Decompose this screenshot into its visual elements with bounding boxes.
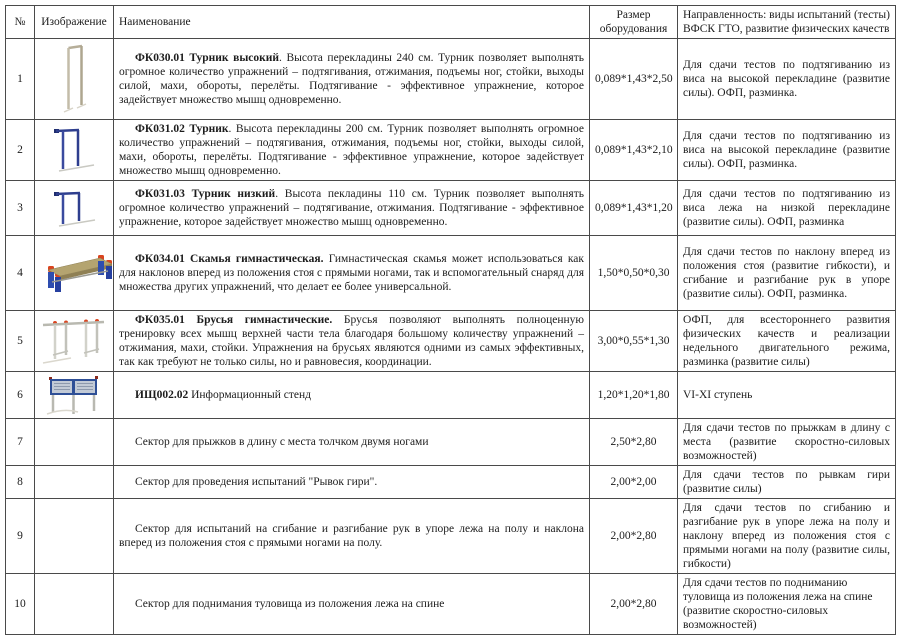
row-number: 9: [6, 499, 35, 574]
equipment-code: ФК035.01 Брусья гимнастические.: [135, 314, 333, 326]
direction-cell: Для сдачи тестов по рывкам гири (развитие силы): [678, 466, 896, 499]
equipment-image-cell: [35, 120, 114, 181]
table-row: [6, 120, 896, 181]
table-row: [6, 372, 896, 419]
equipment-size-cell: 0,089*1,43*2,10: [590, 120, 678, 181]
direction-cell: Для сдачи тестов по подниманию туловища из положения лежа на спине (развитие скоростно-силовых возможностей): [678, 574, 896, 635]
direction-cell: Для сдачи тестов по наклону вперед из положения стоя (развитие гибкости), и сгибание и разгибание рук в упоре (развитие силы). ОФП, разминка.: [678, 236, 896, 311]
equipment-code: ФК030.01 Турник высокий: [135, 52, 280, 64]
equipment-image-cell: [35, 372, 114, 419]
equipment-image-cell: [35, 466, 114, 499]
equipment-size-cell: 2,00*2,00: [590, 466, 678, 499]
equipment-name-cell: [114, 311, 590, 372]
equipment-name-cell: [114, 236, 590, 311]
table-row: [6, 466, 896, 499]
equipment-name-cell: [114, 120, 590, 181]
equipment-code: ИЩ002.02: [135, 389, 189, 401]
equipment-image-cell: [35, 236, 114, 311]
parallel-bars-image: [41, 315, 107, 367]
table-header-row: [6, 6, 896, 39]
equipment-size-cell: 1,20*1,20*1,80: [590, 372, 678, 419]
row-number: 1: [6, 39, 35, 120]
direction-cell: Для сдачи тестов по подтягиванию из виса лежа на низкой перекладине (развитие силы). ОФП, разминка: [678, 181, 896, 236]
equipment-size-cell: 2,00*2,80: [590, 499, 678, 574]
equipment-description: . Высота перекладины 200 см. Турник позволяет выполнять огромное количество упражнений – подтягивания, отжимания, подъемы ног, стойки, выходы силой, махи, обороты, перелёты. Подтягивание - эффективное упражнение, которое задействует множество мышц одновременно.: [119, 123, 584, 177]
equipment-description: Информационный стенд: [188, 389, 311, 401]
equipment-size-cell: 2,00*2,80: [590, 574, 678, 635]
equipment-table: [5, 5, 896, 635]
gym-bench-image: [40, 249, 116, 297]
header-num: №: [6, 6, 35, 39]
equipment-name-cell: [114, 39, 590, 120]
row-number: 10: [6, 574, 35, 635]
equipment-description: Сектор для прыжков в длину с места толчком двумя ногами: [135, 436, 429, 448]
row-number: 6: [6, 372, 35, 419]
equipment-image-cell: [35, 39, 114, 120]
equipment-image-cell: [35, 499, 114, 574]
equipment-image-cell: [35, 574, 114, 635]
equipment-size-cell: 1,50*0,50*0,30: [590, 236, 678, 311]
equipment-code: ФК031.02 Турник: [135, 123, 229, 135]
equipment-description: Сектор для поднимания туловища из положения лежа на спине: [135, 598, 445, 610]
equipment-code: ФК031.03 Турник низкий: [135, 188, 276, 200]
equipment-name-cell: [114, 574, 590, 635]
table-row: [6, 499, 896, 574]
equipment-size-cell: 0,089*1,43*2,50: [590, 39, 678, 120]
equipment-name-cell: [114, 466, 590, 499]
equipment-description: Сектор для испытаний на сгибание и разгибание рук в упоре лежа на полу и наклона вперед из положения стоя с прямыми ногами на полу.: [119, 523, 584, 549]
info-stand-image: [44, 374, 104, 416]
row-number: 8: [6, 466, 35, 499]
equipment-description: Сектор для проведения испытаний "Рывок гири".: [135, 476, 378, 488]
table-row: [6, 419, 896, 466]
row-number: 5: [6, 311, 35, 372]
equipment-description: . Высота пекладины 110 см. Турник позволяет выполнять огромное количество упражнений – подтягивание, отжимания. Подтягивание - эффективное упражнение, которое задействует множество мышц одновременно.: [119, 188, 584, 228]
equipment-size-cell: 3,00*0,55*1,30: [590, 311, 678, 372]
equipment-name-cell: [114, 499, 590, 574]
table-row: [6, 311, 896, 372]
equipment-image-cell: [35, 311, 114, 372]
high-horizontal-bar-image: [59, 41, 89, 117]
equipment-name-cell: [114, 372, 590, 419]
header-name: Наименование: [114, 6, 590, 39]
equipment-size-cell: 2,50*2,80: [590, 419, 678, 466]
direction-cell: ОФП, для всестороннего развития физических качеств и реализации недельного двигательного режима, разминка (развитие силы): [678, 311, 896, 372]
equipment-description: . Высота перекладины 240 см. Турник позволяет выполнять огромное количество упражнений – подтягивания, отжимания, подъемы ног, стойки, выходы силой, махи, обороты, перелёты. Подтягивание - эффективное упражнение, которое задействует множество мышц одновременно.: [119, 52, 584, 106]
direction-cell: VI-XI ступень: [678, 372, 896, 419]
table-row: [6, 39, 896, 120]
equipment-name-cell: [114, 419, 590, 466]
header-image: Изображение: [35, 6, 114, 39]
direction-cell: Для сдачи тестов по подтягиванию из виса на высокой перекладине (развитие силы). ОФП, разминка.: [678, 39, 896, 120]
table-row: [6, 236, 896, 311]
row-number: 4: [6, 236, 35, 311]
header-size: Размер оборудования: [590, 6, 678, 39]
horizontal-bar-image: [50, 124, 98, 176]
header-direction: Направленность: виды испытаний (тесты) ВФСК ГТО, развитие физических качеств: [678, 6, 896, 39]
equipment-image-cell: [35, 181, 114, 236]
low-horizontal-bar-image: [49, 186, 99, 230]
equipment-description: Гимнастическая скамья может использоваться как для наклонов вперед из положения стоя с прямыми ногами, так и вспомогательный снаряд для множества других упражнений, что делает ее более универсальной.: [119, 253, 584, 293]
row-number: 3: [6, 181, 35, 236]
direction-cell: Для сдачи тестов по подтягиванию из виса на высокой перекладине (развитие силы). ОФП, разминка.: [678, 120, 896, 181]
table-row: [6, 181, 896, 236]
direction-cell: Для сдачи тестов по прыжкам в длину с места (развитие скоростно-силовых возможностей): [678, 419, 896, 466]
row-number: 7: [6, 419, 35, 466]
equipment-size-cell: 0,089*1,43*1,20: [590, 181, 678, 236]
equipment-image-cell: [35, 419, 114, 466]
row-number: 2: [6, 120, 35, 181]
equipment-description: Брусья позволяют выполнять полноценную тренировку всех мышц верхней части тела благодаря большому количеству упражнений – отжимания, махи, стойки. Упражнения на брусьях являются одними из самых эффективных, так как требуют не только силы, но и равновесия, координации.: [119, 314, 584, 368]
table-row: [6, 574, 896, 635]
equipment-name-cell: [114, 181, 590, 236]
equipment-code: ФК034.01 Скамья гимнастическая.: [135, 253, 324, 265]
direction-cell: Для сдачи тестов по сгибанию и разгибание рук в упоре лежа на полу и наклону вперед из положения стоя с прямыми ногами на полу (развитие силы, гибкости): [678, 499, 896, 574]
